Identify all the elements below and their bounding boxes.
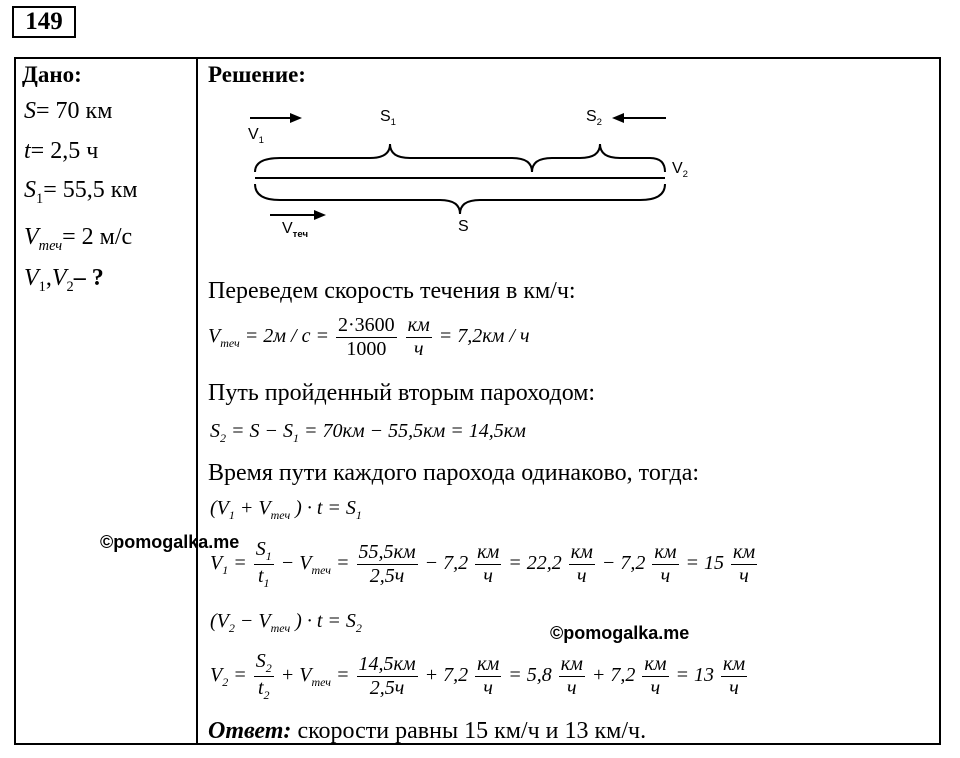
watermark: ©pomogalka.me <box>550 623 690 643</box>
brace-s <box>255 184 665 214</box>
solution-heading: Решение: <box>208 62 306 87</box>
equation-v2-upstream: ($V_2 - V_{теч}$ ) · $t = S_2$ <box>210 610 362 635</box>
diagram-v2: $V_2$ <box>672 160 689 181</box>
text-equal-time: Время пути каждого парохода одинаково, тогда: <box>208 460 700 486</box>
given-heading: Дано: <box>22 62 82 87</box>
text-convert-speed: Переведем скорость течения в км/ч: <box>208 278 576 304</box>
answer: Ответ: скорости равны 15 км/ч и 13 км/ч. <box>208 718 647 744</box>
given-v-flow: $V_{теч}= 2$ м/с <box>24 224 133 254</box>
equation-v1-solution: $V_1$ = $\frac{S_1}{t_1}$ − $V_{теч}$ = $\frac{55,5км}{2,5ч}$ − 7,2 $\frac{км}{ч}$ = 22,2 $\frac{км}{ч}$ − 7,2 $\frac{км}{ч}$ = 15 $\frac{км}{ч}$ <box>210 538 756 590</box>
column-divider <box>196 57 198 745</box>
given-t: t= 2,5 ч <box>24 138 99 164</box>
given-find: $V_1,V_2-$ ? <box>24 265 104 295</box>
brace-s1 <box>255 144 532 172</box>
diagram-s: S <box>458 218 469 235</box>
watermark: ©pomogalka.me <box>100 532 240 552</box>
equation-v1-downstream: ($V_1 + V_{теч}$ ) · $t = S_1$ <box>210 497 362 522</box>
diagram-vflow: $V_{теч}$ <box>282 220 309 241</box>
motion-diagram <box>240 100 700 240</box>
equation-s2: $S_2 = S - S_1 = 70км - 55,5км = 14,5км$ <box>210 420 526 445</box>
problem-number: 149 <box>12 6 76 38</box>
diagram-v1: $V_1$ <box>248 126 265 147</box>
given-s: S= 70 км <box>24 98 113 124</box>
text-second-path: Путь пройденный вторым пароходом: <box>208 380 596 406</box>
diagram-s1: $S_1$ <box>380 108 397 129</box>
equation-flow-speed: $V_{теч} = 2м / с$ = $\frac{2\cdot 3600}{1000}$ $\frac{км}{ч}$ = 7,2км / ч <box>208 314 530 360</box>
equation-v2-solution: $V_2$ = $\frac{S_2}{t_2}$ + $V_{теч}$ = $\frac{14,5км}{2,5ч}$ + 7,2 $\frac{км}{ч}$ = 5,8 $\frac{км}{ч}$ + 7,2 $\frac{км}{ч}$ = 13 $\frac{км}{ч}$ <box>210 650 746 702</box>
v2-arrowhead <box>612 113 624 123</box>
given-s1: $S_1= 55,5$ км <box>24 177 138 207</box>
vflow-arrowhead <box>314 210 326 220</box>
v1-arrowhead <box>290 113 302 123</box>
diagram-s2: $S_2$ <box>586 108 603 129</box>
brace-s2 <box>532 144 665 172</box>
